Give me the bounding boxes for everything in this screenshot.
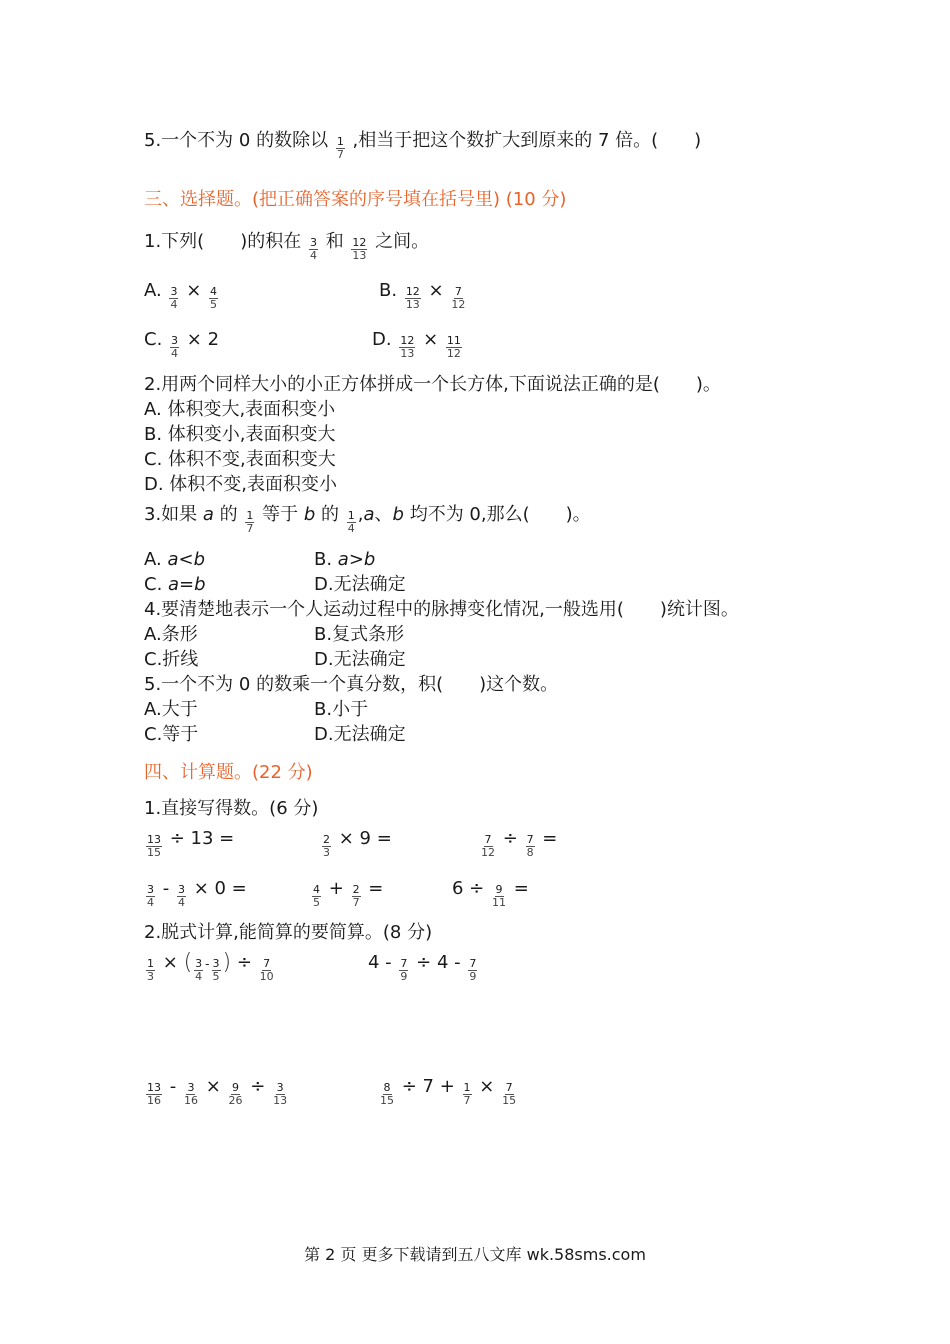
denominator: 3: [147, 970, 154, 983]
text-fragment: B.: [314, 549, 338, 570]
numerator: 7: [263, 958, 271, 970]
fraction: [184, 1082, 198, 1108]
numerator: 3: [177, 884, 185, 896]
denominator: 12: [446, 347, 461, 360]
fraction: [347, 510, 356, 536]
text-fragment: a: [363, 504, 375, 525]
fraction: [309, 237, 318, 263]
text-fragment: 之间。: [375, 231, 430, 252]
option-c: C.折线: [144, 649, 199, 670]
text-fragment: C.: [144, 574, 169, 595]
text-fragment: -: [169, 1076, 177, 1097]
text-fragment: b: [303, 504, 316, 525]
expression: [144, 950, 276, 983]
text-fragment: a=b: [168, 574, 206, 595]
fraction: [405, 286, 421, 312]
fraction: [245, 510, 254, 536]
numerator: 3: [187, 1082, 195, 1094]
numerator: 12: [405, 286, 420, 298]
text-fragment: × 9 =: [338, 828, 392, 849]
text-fragment: B.: [379, 280, 398, 301]
fraction: [260, 958, 274, 984]
fraction: [322, 834, 331, 860]
text-fragment: -: [162, 878, 170, 899]
option-b: [314, 549, 375, 571]
calc-1-title: 1.直接写得数。(6 分): [144, 798, 319, 819]
fraction: [177, 884, 186, 910]
fraction: [492, 884, 506, 910]
question-3: [144, 502, 591, 535]
option-b: B. 体积变小,表面积变大: [144, 424, 336, 445]
numerator: 4: [313, 884, 320, 896]
fraction: [146, 884, 155, 910]
expression: [144, 1074, 289, 1107]
denominator: 16: [183, 1094, 198, 1107]
text-fragment: -: [205, 957, 210, 971]
denominator: 7: [246, 522, 254, 535]
denominator: 9: [469, 970, 477, 983]
text-fragment: ÷: [250, 1076, 266, 1097]
fraction: [336, 136, 345, 162]
denominator: 26: [228, 1094, 243, 1107]
denominator: 4: [195, 970, 203, 983]
denominator: 5: [212, 970, 220, 983]
fraction: [526, 834, 535, 860]
denominator: 12: [451, 298, 466, 311]
numerator: 9: [232, 1082, 240, 1094]
text-fragment: 3.如果: [144, 504, 203, 525]
fraction: [273, 1082, 287, 1108]
denominator: 13: [273, 1094, 288, 1107]
denominator: 16: [147, 1094, 161, 1107]
denominator: 15: [502, 1094, 517, 1107]
text-fragment: A.: [144, 280, 162, 301]
question-1: [144, 229, 430, 262]
expression: [144, 876, 247, 909]
numerator: 3: [195, 958, 203, 970]
option-d: D. 体积不变,表面积变小: [144, 474, 338, 495]
denominator: 15: [380, 1094, 394, 1107]
text-fragment: 6 ÷: [452, 878, 485, 899]
text-fragment: × 2: [186, 329, 220, 350]
fraction: [468, 958, 477, 984]
denominator: 13: [405, 298, 420, 311]
fraction: [351, 237, 367, 263]
text-fragment: b: [392, 504, 404, 525]
denominator: 4: [177, 896, 185, 909]
fraction: [194, 958, 203, 984]
denominator: 4: [170, 298, 178, 311]
fraction: [463, 1082, 472, 1108]
text-fragment: ÷: [236, 952, 252, 973]
text-fragment: ×: [428, 280, 444, 301]
denominator: 7: [336, 148, 344, 161]
numerator: 3: [147, 884, 154, 896]
text-fragment: ×: [205, 1076, 221, 1097]
numerator: 1: [336, 136, 344, 148]
fraction: [352, 884, 361, 910]
numerator: 7: [484, 834, 492, 846]
option-a: [144, 278, 220, 311]
option-d: D.无法确定: [314, 649, 406, 670]
fraction: [229, 1082, 243, 1108]
denominator: 15: [147, 846, 161, 859]
expression: [479, 826, 558, 859]
section-title-choice: 三、选择题。(把正确答案的序号填在括号里) (10 分): [144, 189, 567, 210]
text-fragment: A.: [144, 549, 168, 570]
fraction: [380, 1082, 394, 1108]
numerator: 9: [495, 884, 503, 896]
numerator: 7: [454, 286, 462, 298]
option-a: A.大于: [144, 699, 198, 720]
text-fragment: 均不为 0,那么( )。: [403, 504, 591, 525]
fraction: [502, 1082, 516, 1108]
text-fragment: × 0 =: [193, 878, 247, 899]
option-d: D.无法确定: [314, 724, 406, 745]
text-fragment: 4 -: [368, 952, 392, 973]
text-fragment: 5.一个不为 0 的数除以: [144, 130, 329, 151]
option-c: [144, 327, 220, 360]
denominator: 8: [526, 846, 534, 859]
numerator: 3: [276, 1082, 284, 1094]
text-fragment: =: [368, 878, 384, 899]
text-fragment: ÷: [502, 828, 518, 849]
text-fragment: +: [328, 878, 344, 899]
option-a: A. 体积变大,表面积变小: [144, 399, 336, 420]
text-fragment: ×: [186, 280, 202, 301]
expression: [368, 950, 479, 983]
fraction: [399, 958, 408, 984]
denominator: 7: [463, 1094, 471, 1107]
fraction: [446, 335, 462, 361]
text-fragment: ÷ 13 =: [169, 828, 235, 849]
option-b: B.复式条形: [314, 624, 405, 645]
option-a: [144, 549, 205, 571]
option-d: [372, 327, 464, 360]
text-fragment: 和: [325, 231, 344, 252]
text-fragment: a: [202, 504, 214, 525]
numerator: 11: [446, 335, 461, 347]
numerator: 7: [469, 958, 477, 970]
text-fragment: 1.下列( )的积在: [144, 231, 302, 252]
text-fragment: 、: [374, 504, 393, 525]
option-a: A.条形: [144, 624, 198, 645]
fraction: [481, 834, 495, 860]
fraction: [146, 834, 162, 860]
numerator: 1: [347, 510, 355, 522]
numerator: 3: [170, 286, 178, 298]
numerator: 1: [246, 510, 254, 522]
text-fragment: ÷ 4 -: [416, 952, 461, 973]
numerator: 3: [212, 958, 220, 970]
option-b: B.小于: [314, 699, 369, 720]
denominator: 4: [309, 249, 317, 262]
numerator: 2: [323, 834, 330, 846]
text-fragment: 等于: [262, 504, 304, 525]
denominator: 5: [210, 298, 218, 311]
expression: [310, 876, 384, 909]
option-d: D.无法确定: [314, 574, 406, 595]
fraction: [212, 958, 221, 984]
denominator: 9: [400, 970, 408, 983]
denominator: 13: [400, 347, 415, 360]
question-2: 2.用两个同样大小的小正方体拼成一个长方体,下面说法正确的是( )。: [144, 374, 721, 395]
judge-item-5: [144, 128, 702, 161]
option-c: C.等于: [144, 724, 199, 745]
numerator: 1: [147, 958, 154, 970]
text-fragment: 的: [315, 504, 340, 525]
fraction: [169, 286, 178, 312]
fraction: [146, 1082, 162, 1108]
text-fragment: 的: [213, 504, 238, 525]
denominator: 3: [323, 846, 330, 859]
text-fragment: ×: [162, 952, 178, 973]
expression: [378, 1074, 518, 1107]
numerator: 2: [352, 884, 360, 896]
denominator: 5: [313, 896, 320, 909]
denominator: 10: [259, 970, 274, 983]
numerator: 3: [171, 335, 179, 347]
numerator: 7: [505, 1082, 513, 1094]
option-c: C. 体积不变,表面积变大: [144, 449, 336, 470]
page-footer: 第 2 页 更多下载请到五八文库 wk.58sms.com: [304, 1245, 646, 1264]
text-fragment: ,相当于把这个数扩大到原来的 7 倍。( ): [352, 130, 702, 151]
text-fragment: D.: [372, 329, 392, 350]
section-title-calc: 四、计算题。(22 分): [144, 762, 313, 783]
expression: [144, 826, 235, 859]
numerator: 13: [147, 1082, 161, 1094]
question-5: 5.一个不为 0 的数乘一个真分数，积( )这个数。: [144, 674, 559, 695]
numerator: 12: [352, 237, 367, 249]
denominator: 4: [347, 522, 355, 535]
expression: [452, 876, 529, 909]
numerator: 7: [400, 958, 408, 970]
expression: [320, 826, 392, 859]
fraction: [451, 286, 465, 312]
denominator: 4: [147, 896, 154, 909]
text-fragment: =: [542, 828, 558, 849]
fraction: [170, 335, 179, 361]
denominator: 13: [352, 249, 367, 262]
denominator: 4: [171, 347, 179, 360]
numerator: 13: [147, 834, 161, 846]
numerator: 12: [400, 335, 415, 347]
text-fragment: a<b: [167, 549, 205, 570]
numerator: 4: [210, 286, 218, 298]
text-fragment: ): [222, 950, 232, 975]
text-fragment: a>b: [337, 549, 376, 570]
text-fragment: ,: [357, 504, 364, 525]
numerator: 7: [526, 834, 534, 846]
fraction: [146, 958, 155, 984]
calc-2-title: 2.脱式计算,能简算的要简算。(8 分): [144, 922, 433, 943]
text-fragment: C.: [144, 329, 163, 350]
text-fragment: ÷ 7 +: [401, 1076, 455, 1097]
denominator: 7: [352, 896, 360, 909]
text-fragment: ×: [423, 329, 439, 350]
fraction: [209, 286, 218, 312]
option-c: [144, 574, 206, 596]
numerator: 8: [383, 1082, 391, 1094]
option-b: [379, 278, 467, 311]
fraction: [312, 884, 321, 910]
text-fragment: (: [183, 950, 193, 975]
text-fragment: =: [513, 878, 529, 899]
numerator: 1: [463, 1082, 471, 1094]
text-fragment: ×: [479, 1076, 495, 1097]
numerator: 3: [309, 237, 317, 249]
denominator: 12: [481, 846, 495, 859]
fraction: [399, 335, 415, 361]
question-4: 4.要清楚地表示一个人运动过程中的脉搏变化情况,一般选用( )统计图。: [144, 599, 739, 620]
denominator: 11: [492, 896, 506, 909]
